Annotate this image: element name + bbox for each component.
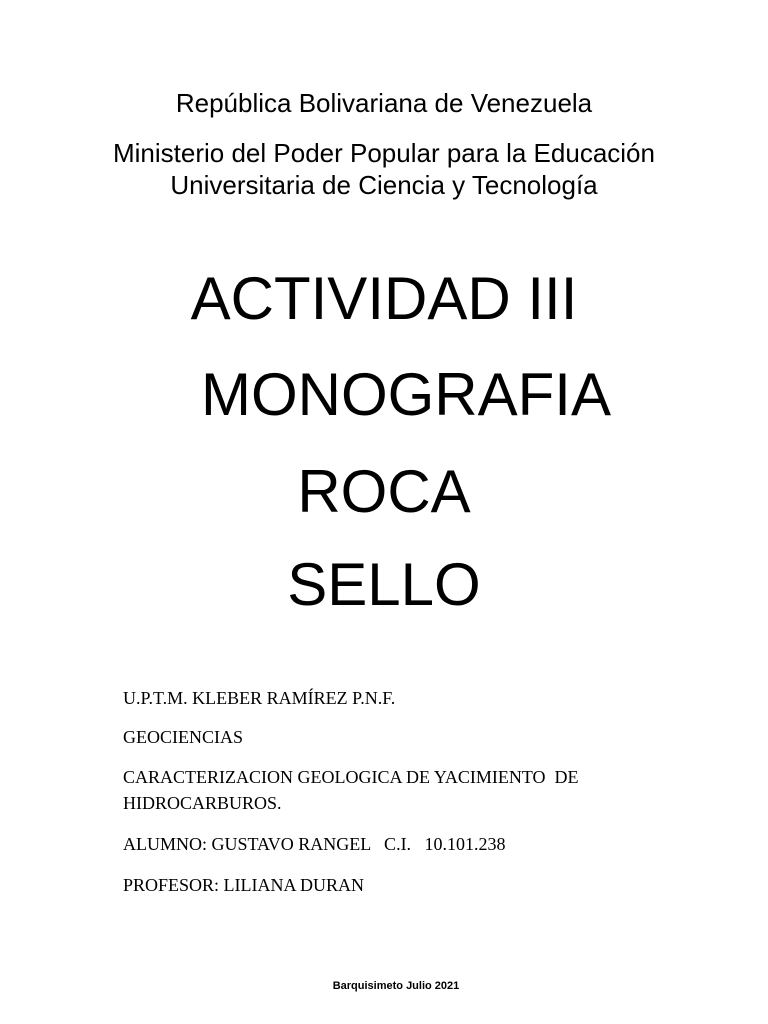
course-text-line-2: HIDROCARBUROS.: [123, 793, 282, 813]
ministry-heading-line-2: Universitaria de Ciencia y Tecnología: [170, 170, 598, 200]
title-sello: SELLO: [287, 551, 481, 618]
place-date-footer: Barquisimeto Julio 2021: [332, 980, 460, 992]
ministry-heading-line-1: Ministerio del Poder Popular para la Educación: [113, 138, 655, 168]
professor-text: PROFESOR: LILIANA DURAN: [123, 875, 365, 895]
title-activity: ACTIVIDAD III: [190, 265, 578, 332]
republic-heading: República Bolivariana de Venezuela: [175, 88, 593, 118]
course-text-line-1: CARACTERIZACION GEOLOGICA DE YACIMIENTO DE: [123, 767, 579, 787]
institution-text: U.P.T.M. KLEBER RAMÍREZ P.N.F.: [123, 688, 396, 708]
student-text: ALUMNO: GUSTAVO RANGEL C.I. 10.101.238: [123, 834, 506, 854]
title-roca: ROCA: [297, 458, 471, 525]
program-text: GEOCIENCIAS: [123, 727, 243, 747]
title-monografia: MONOGRAFIA: [200, 361, 611, 428]
